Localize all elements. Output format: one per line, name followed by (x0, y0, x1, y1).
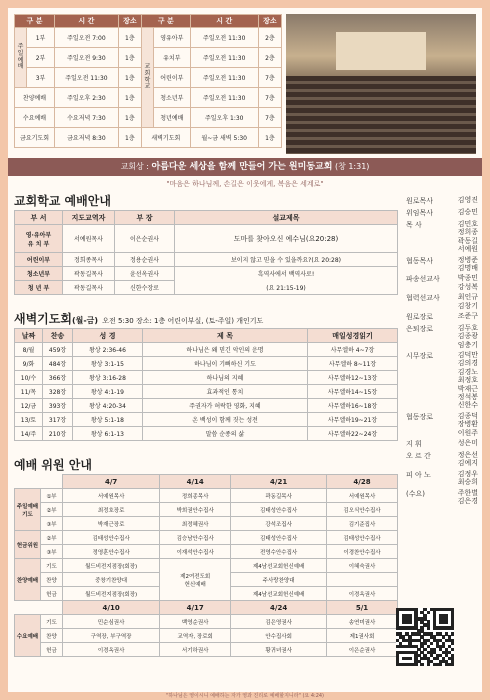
member: 백영순권사 (160, 615, 231, 629)
group-label: 헌금위원 (15, 531, 41, 559)
service-name: 수요예배 (15, 108, 55, 128)
dawn-note: 오전 5:30 장소: 1층 어린이부실, (토-주일) 개인기도 (102, 317, 264, 325)
member: 이경옥권사 (63, 643, 160, 657)
scripture: 왕상 5:1-18 (73, 413, 143, 427)
member: 이혜숙권사 (327, 559, 398, 573)
photo-stage (336, 32, 426, 70)
qr-code[interactable] (396, 608, 454, 666)
member: 제4남선교회헌신예배 (231, 559, 327, 573)
staff-name: 성은미 (457, 438, 478, 447)
staff-row (406, 324, 478, 349)
service-time: 금요저녁 8:30 (55, 128, 119, 148)
blank (15, 475, 41, 489)
col-header: 시 간 (190, 15, 258, 28)
staff-role: 피 아 노 (406, 470, 431, 479)
qr-module (427, 626, 430, 629)
service-time: 주일오전 11:30 (190, 28, 258, 48)
service-place: 1층 (118, 88, 141, 108)
staff-sidebar (406, 196, 478, 507)
part-label: 헌금 (41, 643, 63, 657)
topic: 효과적인 통치 (143, 385, 308, 399)
staff-row (406, 312, 478, 322)
service-name: 영유아부 (153, 28, 190, 48)
daily-reading: 사무엘하 4~7장 (308, 343, 398, 357)
head: 신한수장로 (115, 281, 175, 295)
col-header: 매일성경읽기 (308, 329, 398, 343)
member: 교역자, 장로회 (160, 629, 231, 643)
staff-name: 박재근 (457, 384, 478, 393)
col-header: 지도교역자 (63, 211, 115, 225)
group-label: 찬양예배 (15, 559, 41, 601)
service-schedule-table (14, 14, 282, 148)
member: 제4남선교회헌신예배 (231, 587, 327, 601)
member: 월드비전지점장(회장) (63, 587, 160, 601)
qr-module (451, 663, 454, 666)
date: 13/토 (15, 413, 43, 427)
staff-name: 최승희 (457, 478, 478, 487)
member (327, 573, 398, 587)
staff-name: 서예원 (457, 245, 478, 254)
dept: 유 치 부 (27, 240, 50, 248)
scripture: 왕상 3:16-28 (73, 371, 143, 385)
qr-module (445, 620, 448, 623)
scripture: 왕상 4:1-19 (73, 385, 143, 399)
staff-role: (수요) (406, 489, 425, 498)
hymn: 366장 (43, 371, 73, 385)
member: 김태성안수집사 (327, 531, 398, 545)
service-place: 1층 (118, 28, 141, 48)
dept: 영·유아부 (25, 231, 52, 239)
staff-names (458, 324, 478, 349)
photo-congregation (286, 76, 476, 154)
qr-module (451, 642, 454, 645)
table-row (15, 427, 398, 441)
service-time: 주일오전 11:30 (190, 68, 258, 88)
staff-name: 김종덕 (457, 411, 478, 420)
part-label: ③부 (41, 545, 63, 559)
staff-name: 박종민 (457, 274, 478, 283)
sermon: (요 21:15-19) (175, 281, 398, 295)
member: 서예원목사 (327, 489, 398, 503)
part-label: ②부 (41, 531, 63, 545)
left-group-label: 주일예배 (15, 28, 27, 88)
dawn-title-suffix: (월-금) (71, 316, 99, 325)
dept: 청 년 부 (15, 281, 63, 295)
service-time: 주일오전 9:30 (55, 48, 119, 68)
motto-banner (8, 158, 482, 176)
member: 이재석안수집사 (160, 545, 231, 559)
staff-name: 정병준 (457, 255, 478, 264)
service-name: 유치부 (153, 48, 190, 68)
table-row (15, 413, 398, 427)
service-time: 주일오전 11:30 (55, 68, 119, 88)
col-header: 성 경 (73, 329, 143, 343)
staff-role: 위임목사 (406, 209, 434, 217)
date-header: 4/24 (231, 601, 327, 615)
part-label: 기도 (41, 559, 63, 573)
member: 헌신예배 (184, 581, 206, 588)
col-header: 구 분 (141, 15, 190, 28)
staff-name: 김은경 (457, 496, 478, 505)
member: 서예원목사 (63, 489, 160, 503)
pastor: 곽동길목사 (63, 267, 115, 281)
head: 윤선옥권사 (115, 267, 175, 281)
member: 구역장, 부구역장 (63, 629, 160, 643)
staff-row (406, 220, 478, 254)
service-time: 주일오전 11:30 (190, 88, 258, 108)
staff-name: 최인규 (457, 293, 478, 302)
staff-name: 이원주 (457, 428, 478, 437)
member: 김승남안수집사 (160, 531, 231, 545)
topic: 말씀 순종의 삶 (143, 427, 308, 441)
staff-names (458, 256, 478, 273)
service-name: 새벽기도회 (141, 128, 190, 148)
member: 중창기찬양대 (63, 573, 160, 587)
part-label: 찬양 (41, 629, 63, 643)
member: 김은영권사 (231, 615, 327, 629)
service-place: 7층 (258, 108, 281, 128)
bulletin-page (8, 8, 482, 699)
col-header: 날짜 (15, 329, 43, 343)
staff-role: 협동목사 (406, 256, 434, 265)
staff-role: 지 휘 (406, 439, 422, 448)
member: 김오식안수집사 (327, 503, 398, 517)
scripture: 왕상 3:1-15 (73, 357, 143, 371)
staff-name: 김정우 (457, 469, 478, 478)
member: 이은순권사 (327, 643, 398, 657)
staff-row (406, 451, 478, 468)
member: 전영수안수집사 (231, 545, 327, 559)
daily-reading: 사무엘하16~18장 (308, 399, 398, 413)
member: 곽동길목사 (231, 489, 327, 503)
service-time: 수요저녁 7:30 (55, 108, 119, 128)
staff-names (458, 470, 478, 487)
date: 10/수 (15, 371, 43, 385)
col-header: 찬송 (43, 329, 73, 343)
part-label: ②부 (41, 503, 63, 517)
qr-module (451, 632, 454, 635)
date: 9/화 (15, 357, 43, 371)
staff-name: 정은선 (457, 450, 478, 459)
hymn: 328장 (43, 385, 73, 399)
staff-role: 은퇴장로 (406, 324, 434, 333)
staff-names (458, 412, 478, 437)
service-place: 1층 (118, 108, 141, 128)
date: 8/월 (15, 343, 43, 357)
member: 최정혜권사 (160, 517, 231, 531)
staff-row (406, 208, 478, 218)
date-header: 4/17 (160, 601, 231, 615)
date-header: 5/1 (327, 601, 398, 615)
part-label: 헌금 (41, 587, 63, 601)
date: 11/목 (15, 385, 43, 399)
qr-module (427, 663, 430, 666)
staff-name: 김예지 (457, 459, 478, 468)
staff-row (406, 293, 478, 310)
service-time: 주일오후 2:30 (55, 88, 119, 108)
staff-name: 김종광 (457, 332, 478, 341)
staff-role: 오 르 간 (406, 451, 431, 460)
service-place: 1층 (258, 128, 281, 148)
staff-row (406, 351, 478, 410)
right-group-label: 교회학교 (141, 28, 153, 128)
topic: 하나님은 왜 믿긴 악인의 운명 (143, 343, 308, 357)
service-place: 7층 (258, 88, 281, 108)
scripture: 왕상 4:20-34 (73, 399, 143, 413)
member: 박재근장로 (63, 517, 160, 531)
qr-module (408, 657, 411, 660)
dawn-table (14, 328, 398, 441)
daily-reading: 사무엘하12~13장 (308, 371, 398, 385)
banner-prefix: 교회상 : (120, 162, 149, 171)
group-label: 주일예배기도 (15, 489, 41, 531)
date-header: 4/14 (160, 475, 231, 489)
service-name: 청소년부 (153, 88, 190, 108)
staff-name: 신한수 (457, 401, 478, 410)
staff-row (406, 196, 478, 206)
staff-role: 원로목사 (406, 197, 434, 205)
service-time: 주일오전 7:00 (55, 28, 119, 48)
service-time: 주일오후 1:30 (190, 108, 258, 128)
staff-name: 주한별 (457, 488, 478, 497)
banner-text: 아름다운 세상을 함께 만들어 가는 원미동교회 (151, 162, 333, 172)
member: 안수집사회 (231, 629, 327, 643)
table-row (15, 371, 398, 385)
service-name: 금요기도회 (15, 128, 55, 148)
staff-names (458, 489, 478, 506)
staff-names (458, 351, 478, 410)
service-place: 2층 (258, 48, 281, 68)
hymn: 210장 (43, 427, 73, 441)
staff-row (406, 274, 478, 291)
member: 김태성안수집사 (231, 531, 327, 545)
service-place: 2층 (258, 28, 281, 48)
pastor: 정희종목사 (63, 253, 115, 267)
staff-role: 협력선교사 (406, 294, 440, 303)
school-title: 교회학교 예배안내 (14, 194, 111, 208)
staff-name: 김창기 (457, 301, 478, 310)
col-header: 장소 (118, 15, 141, 28)
table-row (15, 357, 398, 371)
table-row (15, 385, 398, 399)
col-header: 설교제목 (175, 211, 398, 225)
service-name: 청년예배 (153, 108, 190, 128)
pastor: 서예원목사 (63, 225, 115, 253)
dept: 어린이부 (15, 253, 63, 267)
group-label: 수요예배 (15, 615, 41, 657)
head: 정용순권사 (115, 253, 175, 267)
blank (41, 601, 63, 615)
member: 황귀녀권사 (231, 643, 327, 657)
daily-reading: 사무엘하19~21장 (308, 413, 398, 427)
staff-role: 파송선교사 (406, 275, 440, 284)
pastor: 곽동길목사 (63, 281, 115, 295)
part-label: ①부 (41, 489, 63, 503)
hymn: 484장 (43, 357, 73, 371)
service-place: 1층 (118, 128, 141, 148)
date: 14/주 (15, 427, 43, 441)
part-label: 기도 (41, 615, 63, 629)
qr-module (420, 663, 423, 666)
service-name: 3부 (27, 68, 55, 88)
member: 김태성안수집사 (63, 531, 160, 545)
motto-subtitle: "마음은 하나님께, 손길은 이웃에게, 복음은 세계로" (166, 180, 324, 188)
qr-module (408, 620, 411, 623)
staff-names (458, 312, 478, 322)
member: 서기하권사 (160, 643, 231, 657)
service-name: 2부 (27, 48, 55, 68)
member: 강석조집사 (231, 517, 327, 531)
member: 정영훈안수집사 (63, 545, 160, 559)
staff-name: 정석봉 (457, 393, 478, 402)
col-header: 부 서 (15, 211, 63, 225)
worship-title: 예배 위원 안내 (14, 458, 92, 472)
staff-role: 원로장로 (406, 312, 434, 321)
hymn: 317장 (43, 413, 73, 427)
member: 월드비전지점장(회장) (63, 559, 160, 573)
qr-module (439, 663, 442, 666)
staff-name: 김승민 (457, 208, 478, 216)
staff-names (458, 196, 478, 206)
part-label: 찬양 (41, 573, 63, 587)
dept: 청소년부 (15, 267, 63, 281)
sanctuary-photo (286, 14, 476, 154)
sermon: 흑역사에서 백역사로! (175, 267, 398, 281)
col-header: 부 장 (115, 211, 175, 225)
service-place: 7층 (258, 68, 281, 88)
staff-name: 곽동길 (457, 236, 478, 245)
staff-names (458, 208, 478, 218)
qr-module (451, 648, 454, 651)
staff-name: 김영진 (457, 196, 478, 204)
staff-name: 임충기 (457, 340, 478, 349)
blank (41, 475, 63, 489)
member-merged (160, 559, 231, 601)
part-label: ③부 (41, 517, 63, 531)
topic: 하나님이 기뻐하신 기도 (143, 357, 308, 371)
staff-row (406, 256, 478, 273)
member: 박희권안수집사 (160, 503, 231, 517)
banner-ref: (창 1:31) (334, 162, 370, 171)
scripture: 왕상 6:1-13 (73, 427, 143, 441)
staff-names (458, 439, 478, 449)
worship-table (14, 474, 398, 657)
staff-role: 시무장로 (406, 352, 434, 361)
service-place: 1층 (118, 48, 141, 68)
dept-cell (15, 225, 63, 253)
col-header: 제 목 (143, 329, 308, 343)
sermon: 도마를 찾아오신 예수님(요20:28) (175, 225, 398, 253)
member: 최정호장로 (63, 503, 160, 517)
staff-name: 강성복 (457, 282, 478, 291)
service-time: 주일오전 11:30 (190, 48, 258, 68)
member: 민순심권사 (63, 615, 160, 629)
footer-verse: "하나님은 영이시니 예배하는 자가 영과 진리로 예배할지니라" (요 4:24) (165, 693, 325, 699)
staff-row (406, 470, 478, 487)
date-header: 4/21 (231, 475, 327, 489)
dawn-title (14, 310, 263, 327)
staff-name: 최정호 (457, 376, 478, 385)
col-header: 장소 (258, 15, 281, 28)
table-row (15, 343, 398, 357)
service-time: 월~금 새벽 5:30 (190, 128, 258, 148)
hymn: 393장 (43, 399, 73, 413)
staff-name: 정희종 (457, 228, 478, 237)
sermon: 보이지 않고 믿을 수 있을까요?(요 20:28) (175, 253, 398, 267)
staff-role: 협동장로 (406, 412, 434, 421)
staff-names (458, 451, 478, 468)
staff-name: 김민호 (457, 220, 478, 228)
staff-name: 김두호 (457, 323, 478, 332)
service-name: 1부 (27, 28, 55, 48)
staff-name: 김경노 (457, 367, 478, 376)
service-place: 1층 (118, 68, 141, 88)
member: 주사랑찬양대 (231, 573, 327, 587)
qr-module (430, 642, 433, 645)
topic: 하나님의 지혜 (143, 371, 308, 385)
scripture: 왕상 2:36-46 (73, 343, 143, 357)
school-table (14, 210, 398, 295)
service-name: 찬양예배 (15, 88, 55, 108)
head: 이은순권사 (115, 225, 175, 253)
qr-module (451, 626, 454, 629)
staff-name: 장병환 (457, 420, 478, 429)
member: 제2여전도회 (180, 573, 211, 580)
staff-names (458, 293, 478, 310)
member: 송연미권사 (327, 615, 398, 629)
date: 12/금 (15, 399, 43, 413)
member: 제1권사회 (327, 629, 398, 643)
staff-names (458, 220, 478, 254)
dawn-title-text: 새벽기도회 (14, 312, 72, 326)
daily-reading: 사무엘하14~15장 (308, 385, 398, 399)
member: 이경찬안수집사 (327, 545, 398, 559)
qr-module (427, 611, 430, 614)
staff-row (406, 489, 478, 506)
member: 김기준집사 (327, 517, 398, 531)
staff-names (458, 274, 478, 291)
staff-role: 목 사 (406, 221, 422, 229)
member: 정희종목사 (160, 489, 231, 503)
daily-reading: 사무엘하 8~11장 (308, 357, 398, 371)
col-header: 구 분 (15, 15, 55, 28)
staff-name: 김명배 (457, 263, 478, 272)
topic: 주권자가 허락한 영화, 지혜 (143, 399, 308, 413)
table-row (15, 399, 398, 413)
daily-reading: 사무엘하22~24장 (308, 427, 398, 441)
member: 이경옥권사 (327, 587, 398, 601)
service-name: 어린이부 (153, 68, 190, 88)
blank (15, 601, 41, 615)
staff-name: 조준구 (457, 311, 478, 320)
col-header: 시 간 (55, 15, 119, 28)
staff-name: 김의경 (457, 359, 478, 368)
date-header: 4/28 (327, 475, 398, 489)
staff-row (406, 412, 478, 437)
staff-row (406, 439, 478, 449)
member: 김태성안수집사 (231, 503, 327, 517)
date-header: 4/10 (63, 601, 160, 615)
hymn: 459장 (43, 343, 73, 357)
date-header: 4/7 (63, 475, 160, 489)
staff-name: 김덕만 (457, 351, 478, 360)
qr-module (414, 663, 417, 666)
topic: 온 백성이 함께 짓는 성전 (143, 413, 308, 427)
